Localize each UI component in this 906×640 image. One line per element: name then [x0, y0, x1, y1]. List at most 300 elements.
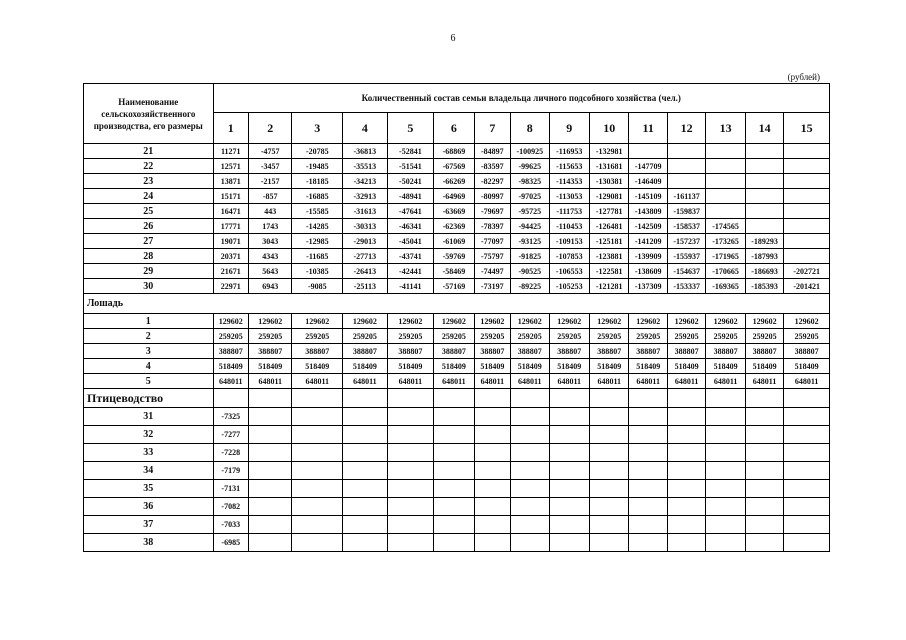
- units-note: (рублей): [787, 72, 820, 82]
- table-cell: [629, 444, 667, 462]
- table-cell: 15171: [213, 189, 248, 204]
- table-cell: [784, 219, 830, 234]
- table-cell: 129602: [667, 314, 705, 329]
- table-row: [84, 462, 830, 480]
- table-cell: 648011: [213, 374, 248, 389]
- table-cell: -6985: [213, 534, 248, 552]
- table-cell: 518409: [248, 359, 292, 374]
- table-cell: -113053: [549, 189, 589, 204]
- table-cell: [629, 480, 667, 498]
- table-cell: -36813: [343, 144, 388, 159]
- column-number: 10: [590, 113, 629, 144]
- column-number: 11: [629, 113, 667, 144]
- table-cell: [549, 516, 589, 534]
- table-cell: [434, 389, 474, 408]
- table-cell: -34213: [343, 174, 388, 189]
- row-label: 2: [84, 329, 214, 344]
- table-cell: -43741: [387, 249, 434, 264]
- table-cell: [590, 498, 629, 516]
- row-label: 36: [84, 498, 214, 516]
- column-number: 5: [387, 113, 434, 144]
- table-cell: -126481: [590, 219, 629, 234]
- table-cell: 648011: [629, 374, 667, 389]
- table-cell: [745, 516, 783, 534]
- table-cell: 388807: [434, 344, 474, 359]
- table-cell: 259205: [213, 329, 248, 344]
- table-cell: [667, 174, 705, 189]
- table-cell: -46341: [387, 219, 434, 234]
- table-cell: -116953: [549, 144, 589, 159]
- table-cell: [387, 444, 434, 462]
- table-cell: [784, 174, 830, 189]
- table-cell: 6943: [248, 279, 292, 294]
- table-cell: [387, 389, 434, 408]
- table-cell: -57169: [434, 279, 474, 294]
- table-cell: [745, 219, 783, 234]
- table-cell: 518409: [292, 359, 343, 374]
- column-number: 4: [343, 113, 388, 144]
- table-cell: [667, 144, 705, 159]
- table-cell: [784, 480, 830, 498]
- table-cell: -98325: [511, 174, 549, 189]
- table-cell: -141209: [629, 234, 667, 249]
- table-cell: -47641: [387, 204, 434, 219]
- table-cell: -67569: [434, 159, 474, 174]
- table-cell: [474, 444, 510, 462]
- table-cell: 648011: [511, 374, 549, 389]
- table-cell: -52841: [387, 144, 434, 159]
- table-cell: -138609: [629, 264, 667, 279]
- table-cell: [784, 389, 830, 408]
- column-number: 12: [667, 113, 705, 144]
- row-label: 3: [84, 344, 214, 359]
- table-cell: [629, 389, 667, 408]
- table-cell: [387, 534, 434, 552]
- column-number: 3: [292, 113, 343, 144]
- table-cell: [474, 534, 510, 552]
- table-cell: 259205: [784, 329, 830, 344]
- table-cell: [549, 389, 589, 408]
- table-cell: [292, 462, 343, 480]
- table-cell: 518409: [387, 359, 434, 374]
- table-cell: [590, 444, 629, 462]
- table-cell: 13871: [213, 174, 248, 189]
- table-cell: 518409: [667, 359, 705, 374]
- table-cell: [745, 498, 783, 516]
- table-cell: [292, 408, 343, 426]
- row-label: 37: [84, 516, 214, 534]
- table-cell: -82297: [474, 174, 510, 189]
- table-cell: -12985: [292, 234, 343, 249]
- table-row: [84, 498, 830, 516]
- table-cell: [784, 534, 830, 552]
- table-cell: [590, 426, 629, 444]
- table-cell: 259205: [343, 329, 388, 344]
- table-cell: -170665: [706, 264, 745, 279]
- table-cell: -2157: [248, 174, 292, 189]
- table-cell: 129602: [745, 314, 783, 329]
- column-number: 13: [706, 113, 745, 144]
- table-cell: -45041: [387, 234, 434, 249]
- table-cell: -27713: [343, 249, 388, 264]
- table-cell: 518409: [511, 359, 549, 374]
- table-cell: [706, 426, 745, 444]
- table-cell: [343, 534, 388, 552]
- table-row: [84, 189, 830, 204]
- table-cell: [474, 389, 510, 408]
- section-row: [84, 389, 830, 408]
- table-cell: 388807: [248, 344, 292, 359]
- table-cell: [590, 534, 629, 552]
- table-cell: [511, 498, 549, 516]
- table-cell: 129602: [343, 314, 388, 329]
- table-cell: 259205: [667, 329, 705, 344]
- table-cell: -857: [248, 189, 292, 204]
- table-cell: [784, 204, 830, 219]
- table-cell: -59769: [434, 249, 474, 264]
- table-cell: -62369: [434, 219, 474, 234]
- table-cell: 518409: [745, 359, 783, 374]
- table-cell: 388807: [590, 344, 629, 359]
- table-cell: 388807: [292, 344, 343, 359]
- table-cell: [511, 462, 549, 480]
- table-body: [84, 144, 830, 552]
- table-cell: -129081: [590, 189, 629, 204]
- table-cell: -154637: [667, 264, 705, 279]
- table-cell: -145109: [629, 189, 667, 204]
- table-cell: -18185: [292, 174, 343, 189]
- row-label: 28: [84, 249, 214, 264]
- row-label: 27: [84, 234, 214, 249]
- table-cell: [387, 480, 434, 498]
- table-cell: [434, 480, 474, 498]
- table-cell: -7277: [213, 426, 248, 444]
- table-cell: -64969: [434, 189, 474, 204]
- table-cell: [343, 480, 388, 498]
- table-cell: -11685: [292, 249, 343, 264]
- table-cell: [590, 389, 629, 408]
- table-cell: 388807: [629, 344, 667, 359]
- table-cell: [549, 426, 589, 444]
- table-cell: -95725: [511, 204, 549, 219]
- table-row: [84, 516, 830, 534]
- table-cell: [387, 516, 434, 534]
- table-cell: -97025: [511, 189, 549, 204]
- table-cell: -42441: [387, 264, 434, 279]
- table-cell: 19071: [213, 234, 248, 249]
- row-label: 32: [84, 426, 214, 444]
- table-cell: [784, 408, 830, 426]
- table-cell: -4757: [248, 144, 292, 159]
- table-cell: -155937: [667, 249, 705, 264]
- table-cell: [549, 408, 589, 426]
- table-cell: [511, 408, 549, 426]
- table-cell: [549, 534, 589, 552]
- section-row: [84, 294, 830, 314]
- table-cell: [511, 426, 549, 444]
- table-cell: 129602: [706, 314, 745, 329]
- table-cell: [706, 498, 745, 516]
- table-cell: [629, 516, 667, 534]
- table-cell: 648011: [549, 374, 589, 389]
- group-header: Количественный состав семьи владельца личного подсобного хозяйства (чел.): [213, 84, 829, 113]
- table-cell: 518409: [434, 359, 474, 374]
- row-label: 31: [84, 408, 214, 426]
- table-cell: -89225: [511, 279, 549, 294]
- table-cell: [387, 426, 434, 444]
- table-cell: [745, 480, 783, 498]
- table-cell: [706, 204, 745, 219]
- table-cell: 259205: [706, 329, 745, 344]
- table-cell: 648011: [667, 374, 705, 389]
- table-cell: 518409: [590, 359, 629, 374]
- table-cell: [784, 234, 830, 249]
- table-cell: [434, 408, 474, 426]
- section-title: Лошадь: [84, 294, 830, 314]
- table-cell: -7179: [213, 462, 248, 480]
- table-cell: -94425: [511, 219, 549, 234]
- table-cell: [434, 534, 474, 552]
- table-cell: 388807: [549, 344, 589, 359]
- table-cell: [706, 159, 745, 174]
- table-row: [84, 174, 830, 189]
- table-cell: [667, 426, 705, 444]
- table-cell: -189293: [745, 234, 783, 249]
- table-cell: -202721: [784, 264, 830, 279]
- table-cell: -48941: [387, 189, 434, 204]
- table-cell: 259205: [745, 329, 783, 344]
- table-row: [84, 144, 830, 159]
- table-cell: 648011: [292, 374, 343, 389]
- table-cell: 5643: [248, 264, 292, 279]
- table-cell: [590, 516, 629, 534]
- row-label: 33: [84, 444, 214, 462]
- table-cell: 518409: [629, 359, 667, 374]
- row-label: 1: [84, 314, 214, 329]
- table-row: [84, 444, 830, 462]
- table-cell: [706, 389, 745, 408]
- table-cell: -147709: [629, 159, 667, 174]
- table-cell: 129602: [549, 314, 589, 329]
- table-cell: -35513: [343, 159, 388, 174]
- table-cell: [474, 462, 510, 480]
- table-row: [84, 279, 830, 294]
- table-cell: [387, 498, 434, 516]
- table-cell: -73197: [474, 279, 510, 294]
- table-row: [84, 329, 830, 344]
- table-cell: [292, 444, 343, 462]
- table-cell: [629, 426, 667, 444]
- table-cell: 388807: [784, 344, 830, 359]
- table-cell: [511, 534, 549, 552]
- table-cell: [629, 462, 667, 480]
- table-cell: -143809: [629, 204, 667, 219]
- row-label: 24: [84, 189, 214, 204]
- table-cell: 129602: [387, 314, 434, 329]
- table-cell: [784, 516, 830, 534]
- section-title: Птицеводство: [84, 389, 214, 408]
- table-cell: [590, 462, 629, 480]
- table-cell: [434, 516, 474, 534]
- table-cell: -111753: [549, 204, 589, 219]
- table-cell: 129602: [292, 314, 343, 329]
- column-number: 14: [745, 113, 783, 144]
- table-cell: 648011: [784, 374, 830, 389]
- table-cell: [549, 480, 589, 498]
- column-number: 8: [511, 113, 549, 144]
- row-label: 23: [84, 174, 214, 189]
- table-cell: [667, 444, 705, 462]
- table-cell: -109153: [549, 234, 589, 249]
- table-cell: [745, 189, 783, 204]
- table-cell: 518409: [474, 359, 510, 374]
- row-label: 35: [84, 480, 214, 498]
- table-cell: [474, 480, 510, 498]
- table-cell: -68869: [434, 144, 474, 159]
- table-cell: -105253: [549, 279, 589, 294]
- table-cell: -51541: [387, 159, 434, 174]
- table-cell: [248, 408, 292, 426]
- table-cell: -26413: [343, 264, 388, 279]
- table-row: [84, 264, 830, 279]
- table-cell: -174565: [706, 219, 745, 234]
- table-cell: -29013: [343, 234, 388, 249]
- table-cell: -25113: [343, 279, 388, 294]
- table-cell: [248, 462, 292, 480]
- table-cell: [434, 444, 474, 462]
- table-cell: [549, 444, 589, 462]
- table-cell: -121281: [590, 279, 629, 294]
- table-row: [84, 374, 830, 389]
- table-row: [84, 408, 830, 426]
- table-cell: -32913: [343, 189, 388, 204]
- table-row: [84, 204, 830, 219]
- table-cell: [549, 498, 589, 516]
- table-cell: -16885: [292, 189, 343, 204]
- table-row: [84, 249, 830, 264]
- table-cell: [343, 462, 388, 480]
- table-cell: [474, 498, 510, 516]
- table-cell: 259205: [434, 329, 474, 344]
- table-cell: -74497: [474, 264, 510, 279]
- table-cell: 259205: [629, 329, 667, 344]
- table-cell: [745, 462, 783, 480]
- table-cell: -106553: [549, 264, 589, 279]
- table-cell: -91825: [511, 249, 549, 264]
- table-cell: [667, 462, 705, 480]
- table-cell: [511, 480, 549, 498]
- table-cell: -3457: [248, 159, 292, 174]
- table-cell: [248, 534, 292, 552]
- table-cell: 129602: [511, 314, 549, 329]
- table-cell: 518409: [784, 359, 830, 374]
- table-cell: [784, 426, 830, 444]
- row-label: 26: [84, 219, 214, 234]
- table-cell: [292, 516, 343, 534]
- table-cell: -7131: [213, 480, 248, 498]
- table-cell: [213, 389, 248, 408]
- table-cell: [248, 498, 292, 516]
- table-cell: 388807: [213, 344, 248, 359]
- table-cell: 17771: [213, 219, 248, 234]
- table-cell: 129602: [434, 314, 474, 329]
- table-cell: 3043: [248, 234, 292, 249]
- table-cell: -7082: [213, 498, 248, 516]
- table-cell: [474, 408, 510, 426]
- table-cell: -63669: [434, 204, 474, 219]
- table-cell: [706, 189, 745, 204]
- table-cell: 388807: [343, 344, 388, 359]
- row-label: 5: [84, 374, 214, 389]
- table-row: [84, 534, 830, 552]
- table-row: [84, 480, 830, 498]
- table-cell: [248, 444, 292, 462]
- table-cell: 648011: [745, 374, 783, 389]
- table-cell: [745, 389, 783, 408]
- table-row: [84, 344, 830, 359]
- table-cell: [343, 498, 388, 516]
- table-cell: -127781: [590, 204, 629, 219]
- table-cell: 388807: [387, 344, 434, 359]
- table-cell: [474, 426, 510, 444]
- table-cell: 259205: [549, 329, 589, 344]
- table-cell: -80997: [474, 189, 510, 204]
- table-cell: -122581: [590, 264, 629, 279]
- table-cell: [474, 516, 510, 534]
- table-cell: -7033: [213, 516, 248, 534]
- table-cell: [434, 462, 474, 480]
- table-cell: [511, 444, 549, 462]
- table-cell: [745, 204, 783, 219]
- table-cell: -123881: [590, 249, 629, 264]
- row-label: 21: [84, 144, 214, 159]
- table-cell: 443: [248, 204, 292, 219]
- table-cell: -30313: [343, 219, 388, 234]
- table-cell: [434, 498, 474, 516]
- table-cell: [745, 444, 783, 462]
- table-cell: 22971: [213, 279, 248, 294]
- table-cell: [706, 174, 745, 189]
- table-cell: -115653: [549, 159, 589, 174]
- table-cell: 388807: [667, 344, 705, 359]
- table-cell: [706, 480, 745, 498]
- table-cell: 648011: [590, 374, 629, 389]
- table-cell: -7228: [213, 444, 248, 462]
- table-cell: [292, 480, 343, 498]
- table-cell: [292, 498, 343, 516]
- table-cell: -66269: [434, 174, 474, 189]
- table-cell: [387, 408, 434, 426]
- table-cell: [667, 498, 705, 516]
- table-cell: [292, 389, 343, 408]
- table-cell: 518409: [343, 359, 388, 374]
- table-cell: -153337: [667, 279, 705, 294]
- table-cell: [784, 462, 830, 480]
- table-cell: [784, 189, 830, 204]
- table-cell: 129602: [590, 314, 629, 329]
- column-number: 7: [474, 113, 510, 144]
- table-cell: -114353: [549, 174, 589, 189]
- table-cell: [706, 144, 745, 159]
- table-cell: 129602: [629, 314, 667, 329]
- table-cell: [549, 462, 589, 480]
- table-cell: 648011: [248, 374, 292, 389]
- table-cell: [343, 444, 388, 462]
- table-cell: 518409: [706, 359, 745, 374]
- row-label: 30: [84, 279, 214, 294]
- table-cell: [629, 408, 667, 426]
- row-label: 25: [84, 204, 214, 219]
